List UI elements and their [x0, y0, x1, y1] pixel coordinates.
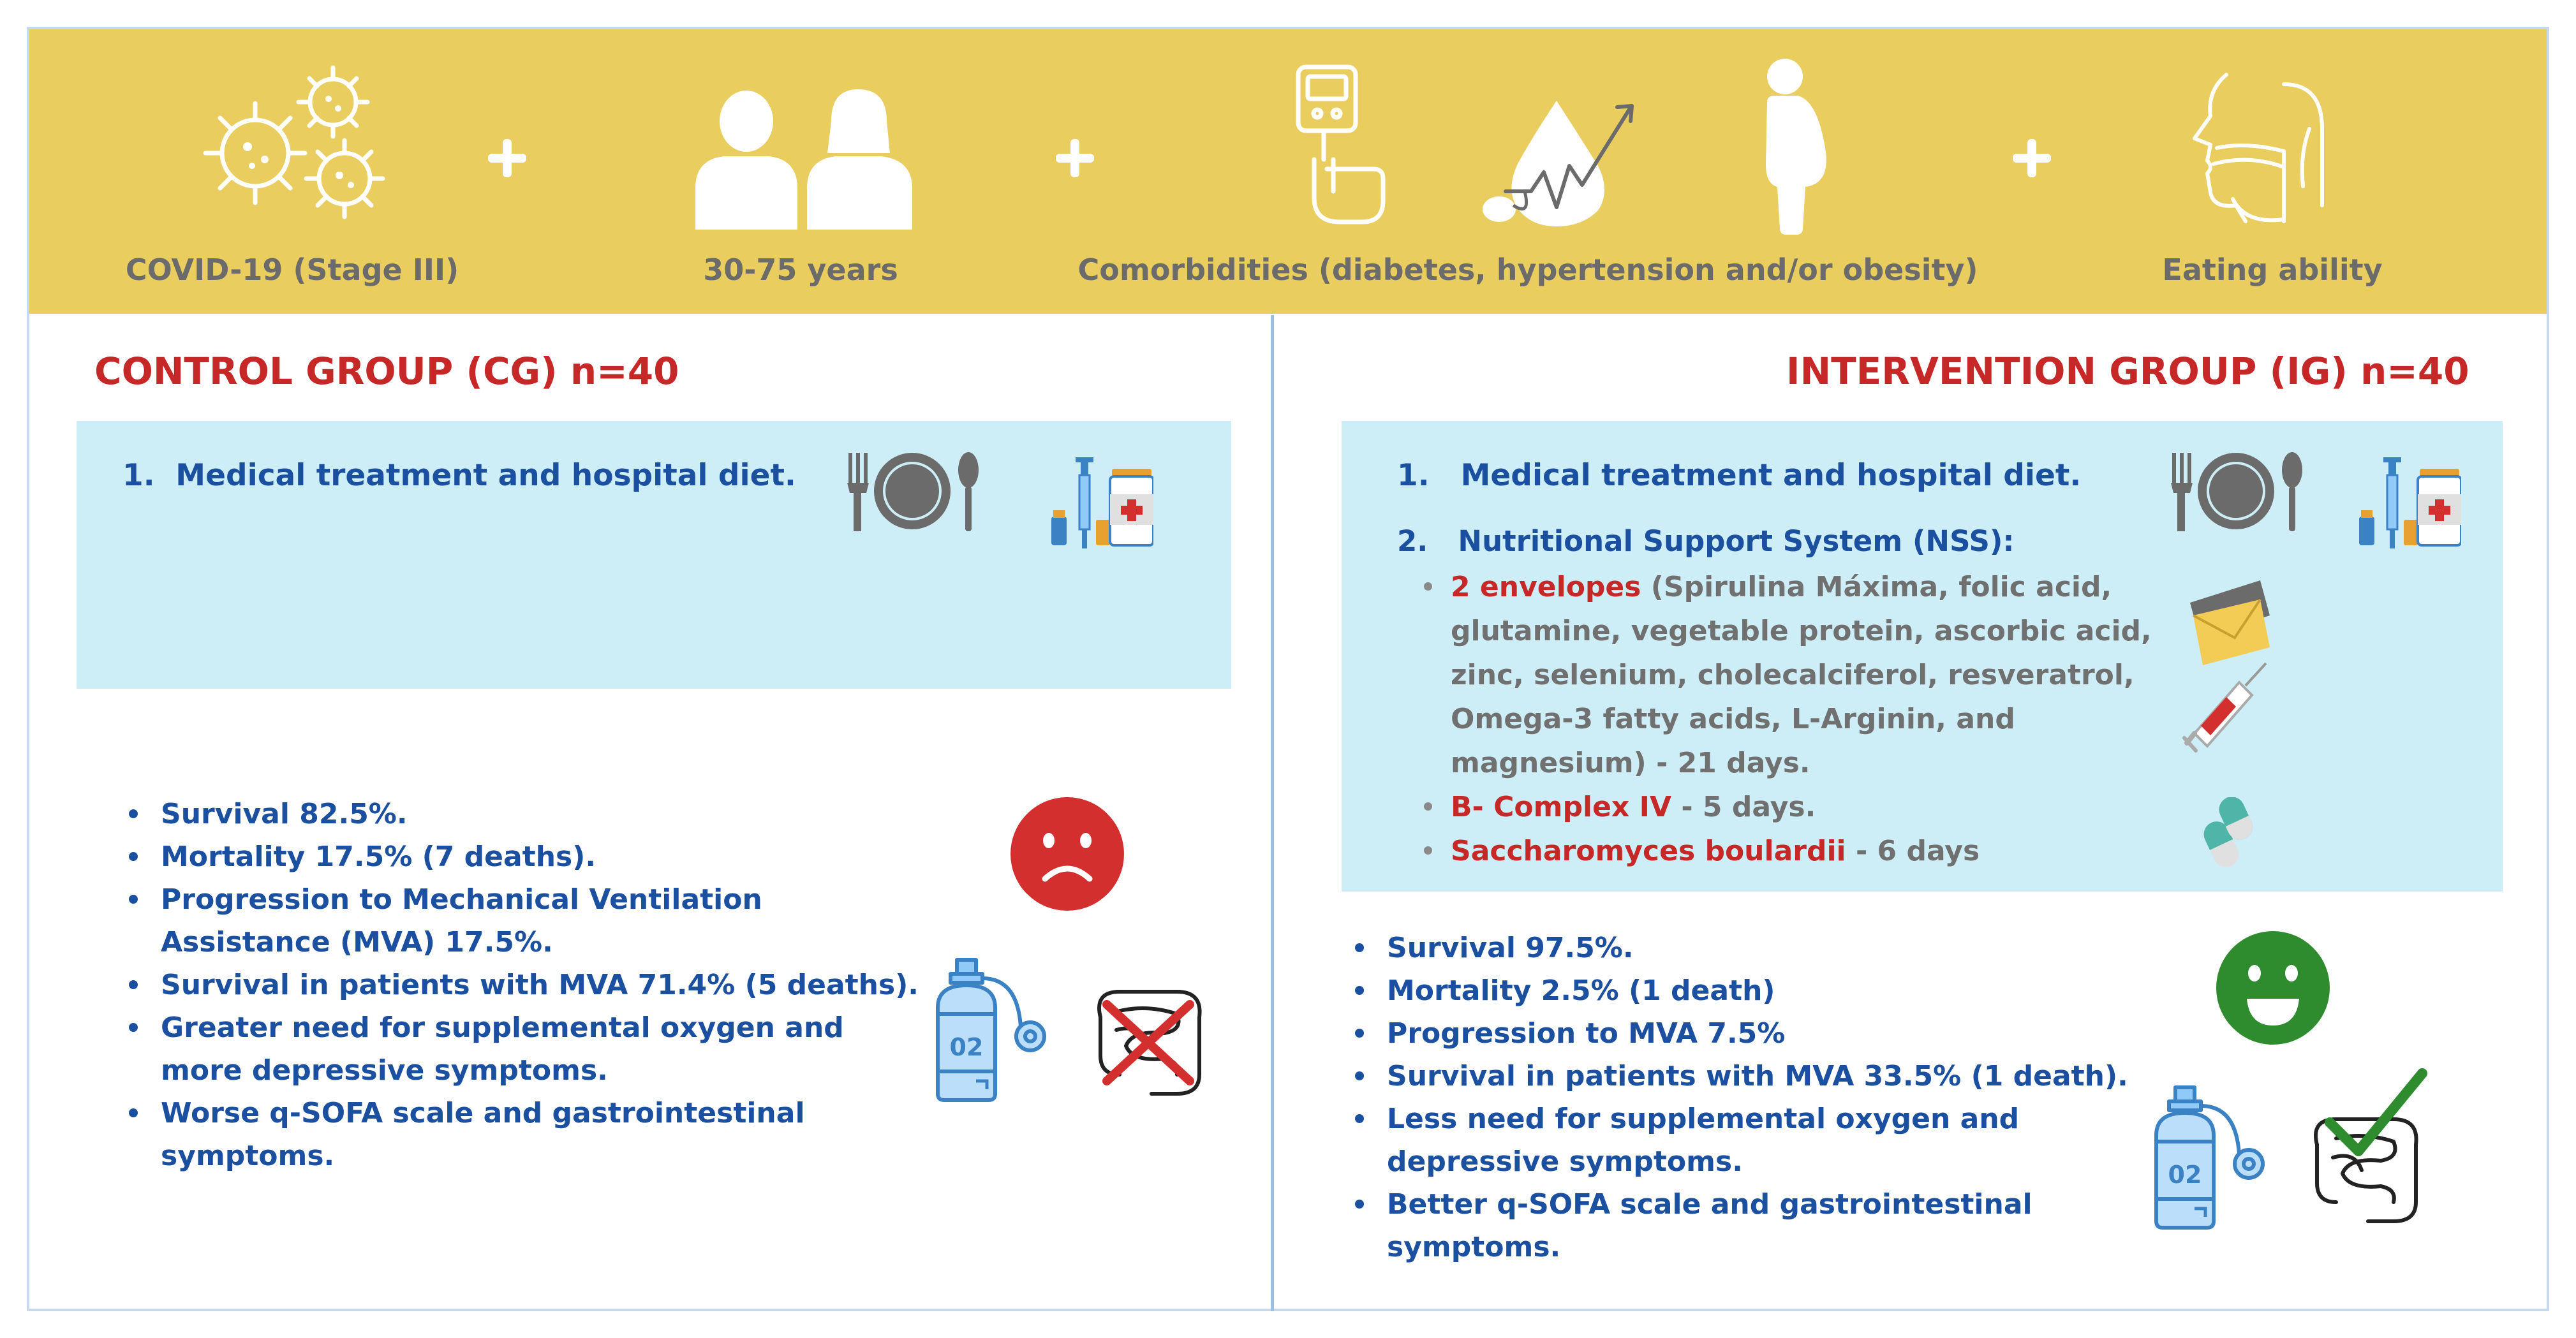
control-outcomes-list: [125, 793, 919, 1177]
nss-bcomplex-duration: - 5 days.: [1671, 791, 1816, 823]
comorbidities-criterion-label: Comorbidities (diabetes, hypertension and/or obesity): [1077, 253, 1978, 287]
plus-icon: [1056, 139, 1094, 177]
medicine-icon: [1051, 450, 1153, 548]
outcome-qsofa: Better q-SOFA scale and gastrointestinal: [1351, 1183, 2128, 1226]
virus-icon: [191, 57, 402, 230]
covid-criterion-label: COVID-19 (Stage III): [125, 253, 459, 287]
cutlery-plate-icon: [841, 450, 984, 533]
outcome-mva-progression: Progression to Mechanical Ventilation: [125, 878, 919, 921]
svg-text:02: 02: [2168, 1161, 2202, 1189]
nss-envelopes-line1: (Spirulina Máxima, folic acid,: [1641, 571, 2112, 603]
syringe-icon: [2182, 660, 2268, 772]
envelope-icon: [2187, 577, 2273, 666]
intervention-outcomes-list: [1351, 927, 2128, 1268]
item-text: Medical treatment and hospital diet.: [1460, 458, 2082, 493]
outcome-mva-survival: Survival in patients with MVA 71.4% (5 deaths).: [125, 964, 919, 1006]
outcome-survival: Survival 82.5%.: [125, 793, 919, 835]
happy-face-icon: [2215, 930, 2331, 1046]
item-number: 1.: [122, 458, 155, 493]
item-number: 2.: [1397, 524, 1428, 558]
intervention-treatment1-item: [1397, 458, 2081, 493]
nss-envelopes-line3: zinc, selenium, cholecalciferol, resveratrol,: [1451, 659, 2135, 691]
nss-envelopes-line2: glutamine, vegetable protein, ascorbic acid,: [1451, 615, 2152, 647]
age-criterion-label: 30-75 years: [703, 253, 898, 287]
oxygen-tank-icon: [2147, 1084, 2268, 1231]
item-number: 1.: [1397, 458, 1430, 493]
outcome-oxygen-cont: depressive symptoms.: [1387, 1145, 1743, 1178]
item-text: Medical treatment and hospital diet.: [175, 458, 796, 493]
outcome-oxygen-cont: more depressive symptoms.: [161, 1054, 608, 1087]
eating-criterion-label: Eating ability: [2162, 253, 2383, 287]
nss-envelopes: [1421, 565, 2152, 785]
sad-face-icon: [1009, 796, 1125, 912]
intervention-group-title: INTERVENTION GROUP (IG) n=40: [1786, 349, 2469, 393]
cutlery-plate-icon: [2165, 450, 2308, 533]
outcome-mva-progression-cont: Assistance (MVA) 17.5%.: [161, 926, 553, 959]
obesity-icon: [1748, 56, 1831, 235]
nss-envelopes-line4: Omega-3 fatty acids, L-Arginin, and: [1451, 703, 2015, 735]
nss-bcomplex: [1421, 785, 2152, 829]
oxygen-tank-icon: [928, 957, 1049, 1103]
outcome-qsofa-cont: symptoms.: [1387, 1231, 1561, 1263]
nss-saccharomyces: [1421, 829, 2152, 873]
nss-sacch-name: Saccharomyces boulardii: [1451, 835, 1846, 867]
intestine-check-icon: [2304, 1068, 2429, 1234]
svg-text:02: 02: [949, 1033, 984, 1061]
nss-envelopes-line5: magnesium) - 21 days.: [1451, 747, 1810, 779]
intervention-treatment2-item: [1397, 524, 2014, 558]
eating-head-icon: [2188, 71, 2332, 224]
outcome-qsofa-cont: symptoms.: [161, 1140, 335, 1172]
outcome-mortality: Mortality 17.5% (7 deaths).: [125, 835, 919, 878]
outcome-mva-progression: Progression to MVA 7.5%: [1351, 1012, 2128, 1055]
adults-icon: [692, 83, 915, 230]
control-group-title: CONTROL GROUP (CG) n=40: [94, 349, 679, 393]
nss-components-list: [1421, 565, 2152, 873]
outcome-mortality: Mortality 2.5% (1 death): [1351, 969, 2128, 1012]
glucometer-icon: [1289, 64, 1391, 226]
outcome-oxygen: Less need for supplemental oxygen and: [1351, 1098, 2128, 1140]
plus-icon: [488, 139, 526, 177]
nss-envelopes-name: 2 envelopes: [1451, 571, 1641, 603]
item-text: Nutritional Support System (NSS):: [1458, 524, 2015, 558]
medicine-icon: [2359, 450, 2461, 548]
blood-pressure-drop-icon: [1480, 96, 1640, 230]
intestine-cross-icon: [1088, 979, 1209, 1100]
outcome-qsofa: Worse q-SOFA scale and gastrointestinal: [125, 1092, 919, 1135]
capsule-icon: [2198, 797, 2258, 867]
control-treatment-item: [122, 458, 796, 493]
nss-sacch-duration: - 6 days: [1846, 835, 1980, 867]
outcome-survival: Survival 97.5%.: [1351, 927, 2128, 969]
outcome-oxygen: Greater need for supplemental oxygen and: [125, 1006, 919, 1049]
nss-bcomplex-name: B- Complex IV: [1451, 791, 1672, 823]
group-divider: [1271, 315, 1274, 1311]
plus-icon: [2013, 139, 2051, 177]
outcome-mva-survival: Survival in patients with MVA 33.5% (1 death).: [1351, 1055, 2128, 1098]
